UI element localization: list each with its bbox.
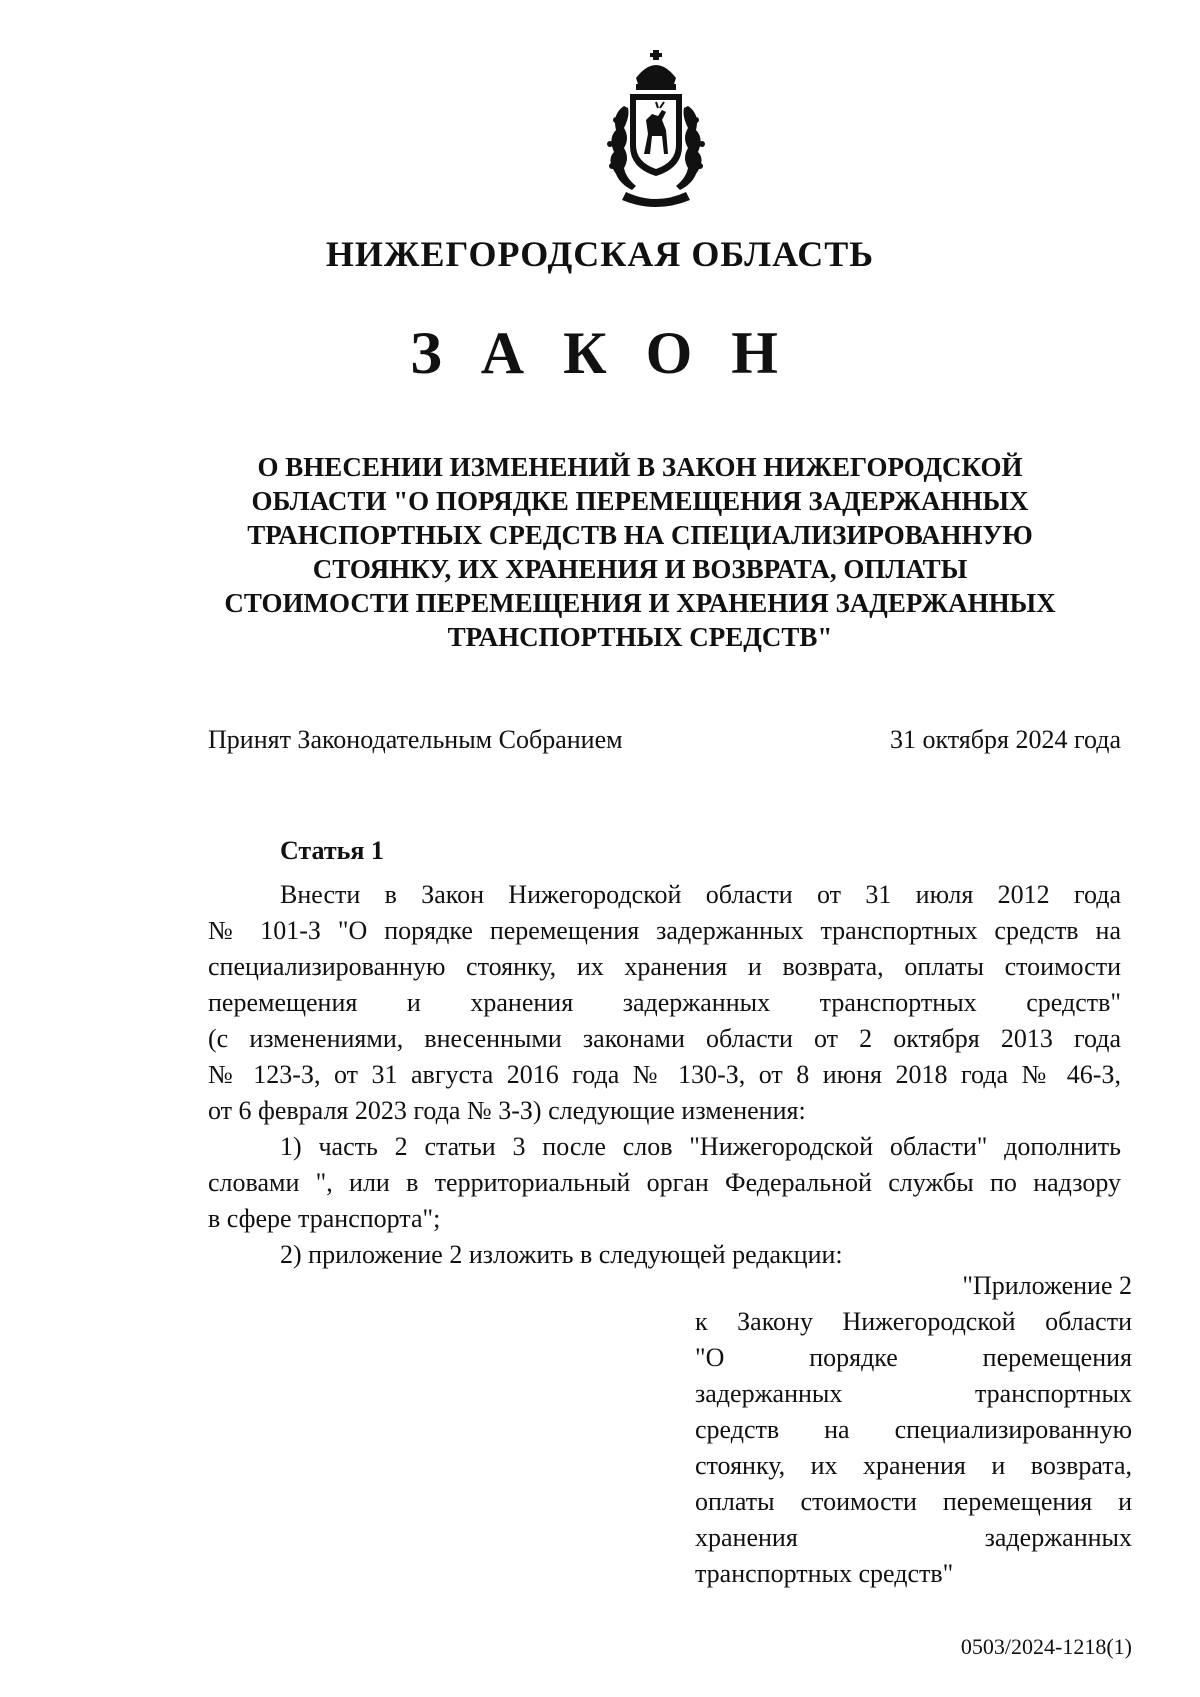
document-type: З А К О Н [410, 320, 790, 386]
text-line: "Приложение 2 [962, 1271, 1132, 1300]
text-line: стоянку, их хранения и возврата, [695, 1451, 1132, 1480]
article-heading: Статья 1 [280, 836, 384, 865]
text-line: от 6 февраля 2023 года № 3-З) следующие изменения: [208, 1096, 806, 1125]
law-title-line: СТОИМОСТИ ПЕРЕМЕЩЕНИЯ И ХРАНЕНИЯ ЗАДЕРЖАННЫХ [224, 588, 1056, 618]
text-line: словами ", или в территориальный орган Федеральной службы по надзору [208, 1168, 1121, 1197]
law-title-line: ТРАНСПОРТНЫХ СРЕДСТВ НА СПЕЦИАЛИЗИРОВАННУЮ [247, 520, 1033, 550]
text-line: 1) часть 2 статьи 3 после слов "Нижегородской области" дополнить [280, 1132, 1121, 1161]
registration-number: 0503/2024-1218(1) [960, 1634, 1132, 1659]
law-title-line: ОБЛАСТИ "О ПОРЯДКЕ ПЕРЕМЕЩЕНИЯ ЗАДЕРЖАННЫХ [251, 486, 1029, 516]
article-intro [208, 877, 1121, 1273]
law-title [200, 450, 1080, 654]
text-line: хранения задержанных [695, 1523, 1132, 1552]
text-line: перемещения и хранения задержанных транспортных средств" [208, 988, 1121, 1017]
text-line: специализированную стоянку, их хранения и возврата, оплаты стоимости [208, 952, 1121, 981]
text-line: Внести в Закон Нижегородской области от 31 июля 2012 года [280, 880, 1121, 909]
text-line: в сфере транспорта"; [208, 1204, 441, 1233]
text-line: № 123-З, от 31 августа 2016 года № 130-З, от 8 июня 2018 года № 46-З, [208, 1060, 1121, 1089]
law-title-line: ТРАНСПОРТНЫХ СРЕДСТВ" [447, 622, 833, 652]
law-title-line: О ВНЕСЕНИИ ИЗМЕНЕНИЙ В ЗАКОН НИЖЕГОРОДСКОЙ [257, 452, 1023, 482]
appendix-reference [695, 1268, 1132, 1592]
adoption-date: 31 октября 2024 года [890, 725, 1121, 754]
text-line: оплаты стоимости перемещения и [695, 1487, 1132, 1516]
adopted-by: Принят Законодательным Собранием [208, 725, 623, 754]
text-line: (с изменениями, внесенными законами области от 2 октября 2013 года [208, 1024, 1121, 1053]
region-name: НИЖЕГОРОДСКАЯ ОБЛАСТЬ [325, 234, 875, 274]
text-line: транспортных средств" [695, 1559, 954, 1588]
text-line: средств на специализированную [695, 1415, 1132, 1444]
text-line: № 101-З "О порядке перемещения задержанных транспортных средств на [208, 916, 1121, 945]
law-title-line: СТОЯНКУ, ИХ ХРАНЕНИЯ И ВОЗВРАТА, ОПЛАТЫ [312, 554, 968, 584]
ribbon-icon [622, 192, 690, 207]
text-line: к Закону Нижегородской области [695, 1307, 1132, 1336]
coat-of-arms-icon [586, 50, 726, 210]
crown-icon [636, 50, 676, 90]
text-line: "О порядке перемещения [695, 1343, 1132, 1372]
text-line: 2) приложение 2 изложить в следующей редакции: [280, 1240, 843, 1269]
text-line: задержанных транспортных [695, 1379, 1132, 1408]
